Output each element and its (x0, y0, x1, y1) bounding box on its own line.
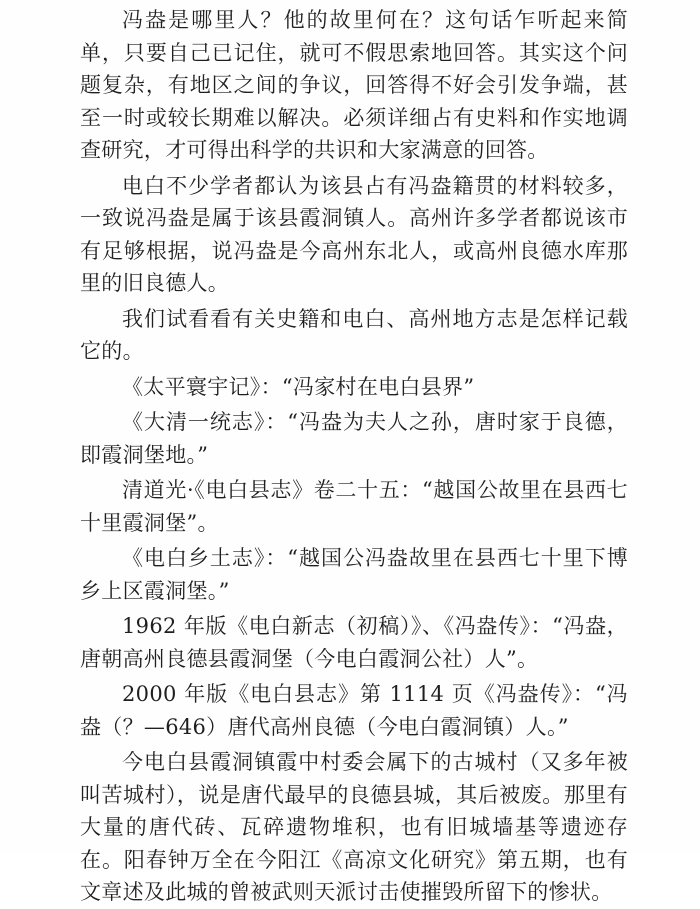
paragraph-4: 《太平寰宇记》：“冯家村在电白县界” (122, 374, 475, 399)
paragraph-1: 冯盎是哪里人？他的故里何在？这句话乍听起来简单，只要自己已记住，就可不假思索地回答。其实这个问题复杂，有地区之间的争议，回答得不好会引发争端，甚至一时或较长期难以解决。必须详细占有史料和作实地调查研究，才可得出科学的共识和大家满意的回答。 (80, 8, 628, 162)
paragraph-2: 电白不少学者都认为该县占有冯盎籍贯的材料较多，一致说冯盎是属于该县霞洞镇人。高州许多学者都说该市有足够根据，说冯盎是今高州东北人，或高州良德水库那里的旧良德人。 (80, 173, 628, 295)
paragraph-5: 《大清一统志》：“冯盎为夫人之孙，唐时家于良德，即霞洞堡地。” (80, 410, 628, 467)
document-body (80, 4, 628, 909)
paragraph-8: 1962 年版《电白新志（初稿）》、《冯盎传》：“冯盎，唐朝高州良德县霞洞堡（今电白霞洞公社）人”。 (80, 614, 628, 671)
paragraph-3: 我们试看看有关史籍和电白、高州地方志是怎样记载它的。 (80, 306, 628, 363)
paragraph-6: 清道光·《电白县志》卷二十五：“越国公故里在县西七十里霞洞堡”。 (80, 478, 628, 535)
paragraph-10: 今电白县霞洞镇霞中村委会属下的古城村（又多年被叫苦城村），说是唐代最早的良德县城，其后被废。那里有大量的唐代砖、瓦碎遗物堆积，也有旧城墙基等遗迹存在。阳春钟万全在今阳江《高凉文化研究》第五期，也有文章述及此城的曾被武则天派讨击使摧毁所留下的惨状。 (80, 750, 628, 904)
paragraph-7: 《电白乡土志》：“越国公冯盎故里在县西七十里下博乡上区霞洞堡。” (80, 546, 628, 603)
paragraph-9: 2000 年版《电白县志》第 1114 页《冯盎传》：“冯盎（？—646）唐代高州良德（今电白霞洞镇）人。” (80, 682, 628, 739)
